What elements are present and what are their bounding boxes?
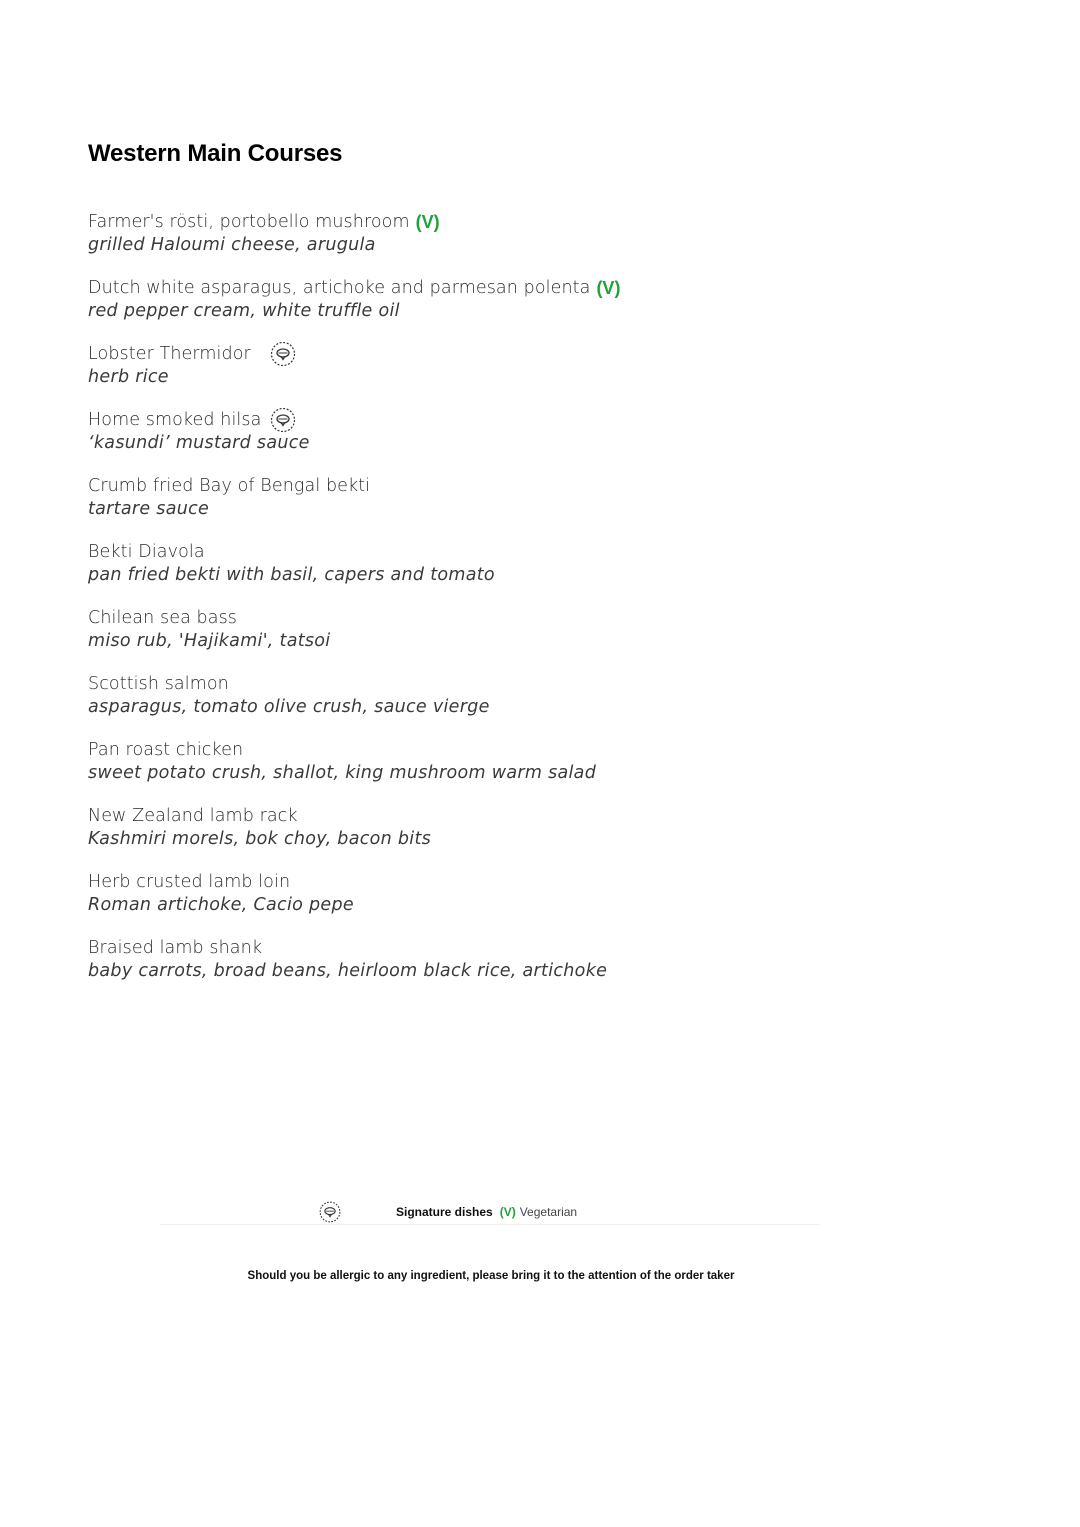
menu-list <box>88 210 788 1002</box>
dish-description: asparagus, tomato olive crush, sauce vierge <box>88 697 490 717</box>
dish-description: pan fried bekti with basil, capers and tomato <box>88 565 495 585</box>
dish-name: Braised lamb shank <box>88 938 263 958</box>
dish-description: sweet potato crush, shallot, king mushroom warm salad <box>88 763 597 783</box>
dish-name: Herb crusted lamb loin <box>88 872 291 892</box>
dish-description: Kashmiri morels, bok choy, bacon bits <box>88 829 432 849</box>
menu-item <box>88 474 788 540</box>
dish-description: red pepper cream, white truffle oil <box>88 301 400 321</box>
dish-name: New Zealand lamb rack <box>88 806 298 826</box>
dish-description: miso rub, 'Hajikami', tatsoi <box>88 631 331 651</box>
menu-item <box>88 342 788 408</box>
divider <box>160 1224 820 1225</box>
dish-description: tartare sauce <box>88 499 210 519</box>
dish-description: herb rice <box>88 367 169 387</box>
menu-item <box>88 804 788 870</box>
signature-dish-icon <box>269 340 297 368</box>
dish-name: Scottish salmon <box>88 674 229 694</box>
menu-item <box>88 870 788 936</box>
dish-name: Pan roast chicken <box>88 740 244 760</box>
page-title: Western Main Courses <box>88 140 343 167</box>
dish-description: ‘kasundi’ mustard sauce <box>88 433 310 453</box>
dish-name: Lobster Thermidor <box>88 344 251 364</box>
dish-name: Chilean sea bass <box>88 608 238 628</box>
dish-name: Farmer's rösti, portobello mushroom <box>88 212 410 232</box>
menu-item <box>88 672 788 738</box>
vegetarian-badge: (V) <box>596 277 621 298</box>
menu-item <box>88 540 788 606</box>
menu-item <box>88 210 788 276</box>
signature-dish-icon <box>318 1200 342 1224</box>
menu-item <box>88 606 788 672</box>
dish-name: Dutch white asparagus, artichoke and parmesan polenta <box>88 278 591 298</box>
allergy-note: Should you be allergic to any ingredient, please bring it to the attention of the order taker <box>247 1270 735 1282</box>
menu-item <box>88 408 788 474</box>
legend-vegetarian-label: Vegetarian <box>519 1205 578 1219</box>
legend-vegetarian-mark: (V) <box>499 1205 516 1219</box>
dish-description: baby carrots, broad beans, heirloom black rice, artichoke <box>88 961 608 981</box>
dish-name: Bekti Diavola <box>88 542 205 562</box>
legend <box>318 1200 577 1224</box>
menu-item <box>88 936 788 1002</box>
dish-name: Crumb fried Bay of Bengal bekti <box>88 476 371 496</box>
dish-description: Roman artichoke, Cacio pepe <box>88 895 354 915</box>
dish-description: grilled Haloumi cheese, arugula <box>88 235 376 255</box>
menu-item <box>88 276 788 342</box>
vegetarian-badge: (V) <box>415 211 440 232</box>
legend-signature-label: Signature dishes <box>396 1205 493 1219</box>
signature-dish-icon <box>269 406 297 434</box>
menu-item <box>88 738 788 804</box>
dish-name: Home smoked hilsa <box>88 410 262 430</box>
